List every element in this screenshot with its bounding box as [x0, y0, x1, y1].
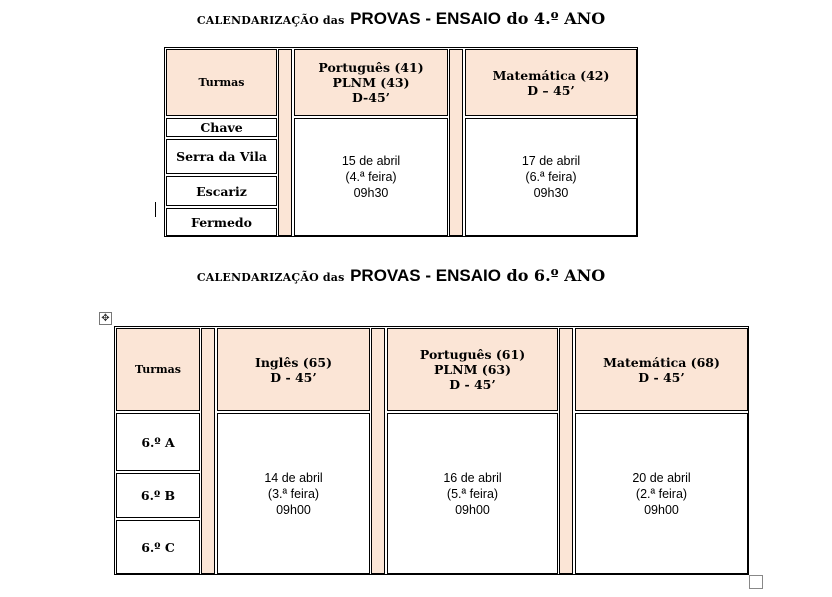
exam-line: PLNM (63)	[433, 362, 512, 377]
exam-line: Português (41)	[318, 60, 424, 75]
school-row	[166, 139, 277, 174]
title-4-main: PROVAS - ENSAIO	[350, 9, 501, 28]
school-serra-da-vila: Serra da Vila	[176, 149, 267, 164]
exam-line: D - 45’	[638, 369, 685, 385]
exam-date: 20 de abril	[632, 470, 691, 485]
spacer-column	[559, 328, 573, 574]
exam-weekday: (4.ª feira)	[345, 170, 397, 184]
title-4ano	[0, 9, 802, 29]
spacer-column	[201, 328, 215, 574]
exam-date-cell	[294, 118, 448, 236]
turmas-label: Turmas	[198, 76, 245, 89]
exam-date: 14 de abril	[264, 470, 323, 485]
school-row	[166, 118, 277, 137]
exam-line: Matemática (68)	[603, 354, 720, 370]
title-6-suffix: do 6.º ANO	[506, 266, 606, 285]
exam-header-ingles	[217, 328, 370, 411]
table-6ano	[114, 326, 749, 575]
move-handle-icon[interactable]: ✥	[99, 312, 112, 325]
spacer-column	[449, 49, 463, 236]
exam-line: D - 45’	[449, 377, 496, 392]
resize-handle-icon[interactable]	[749, 575, 763, 589]
exam-line: D – 45’	[527, 82, 575, 98]
school-row	[166, 208, 277, 236]
turmas-label: Turmas	[135, 363, 181, 376]
exam-line: Matemática (42)	[492, 67, 610, 83]
class-row	[116, 520, 200, 574]
exam-line: PLNM (43)	[332, 75, 410, 90]
exam-date: 15 de abril	[341, 154, 401, 168]
class-row	[116, 473, 200, 518]
title-4-suffix: do 4.º ANO	[506, 9, 606, 28]
exam-line: D-45’	[351, 90, 390, 105]
table-4ano	[164, 47, 638, 237]
exam-date-cell	[387, 413, 558, 574]
exam-date-cell	[217, 413, 370, 574]
school-row	[166, 176, 277, 206]
exam-header-portugues	[387, 328, 558, 411]
exam-weekday: (6.ª feira)	[525, 170, 577, 184]
title-4-prefix: CALENDARIZAÇÃO das	[196, 14, 345, 27]
exam-header-matematica	[465, 49, 637, 116]
exam-time: 09h00	[644, 502, 679, 517]
title-6-prefix: CALENDARIZAÇÃO das	[196, 271, 345, 284]
spacer-column	[278, 49, 292, 236]
spacer-column	[371, 328, 385, 574]
class-row	[116, 413, 200, 471]
exam-line: Inglês (65)	[255, 354, 332, 370]
exam-line: Português (61)	[419, 347, 526, 362]
exam-header-matematica	[575, 328, 748, 411]
exam-line: D - 45’	[270, 369, 317, 385]
exam-time: 09h30	[353, 186, 389, 200]
turmas-header	[116, 328, 200, 411]
exam-header-portugues	[294, 49, 448, 116]
title-6ano	[0, 266, 802, 286]
exam-time: 09h00	[276, 502, 311, 517]
exam-date-cell	[465, 118, 637, 236]
school-fermedo: Fermedo	[191, 214, 252, 230]
class-6a: 6.º A	[141, 434, 175, 450]
exam-date: 17 de abril	[521, 154, 581, 168]
school-escariz: Escariz	[196, 183, 247, 199]
exam-time: 09h00	[455, 502, 490, 517]
title-6-main: PROVAS - ENSAIO	[350, 266, 501, 285]
exam-date-cell	[575, 413, 748, 574]
turmas-header	[166, 49, 277, 116]
exam-weekday: (2.ª feira)	[635, 486, 688, 501]
class-6c: 6.º C	[141, 539, 175, 555]
text-cursor	[155, 202, 156, 217]
exam-time: 09h30	[533, 186, 569, 200]
exam-weekday: (5.ª feira)	[446, 486, 499, 501]
exam-weekday: (3.ª feira)	[267, 486, 320, 501]
school-chave: Chave	[200, 120, 243, 135]
class-6b: 6.º B	[140, 488, 176, 503]
exam-date: 16 de abril	[443, 470, 502, 485]
